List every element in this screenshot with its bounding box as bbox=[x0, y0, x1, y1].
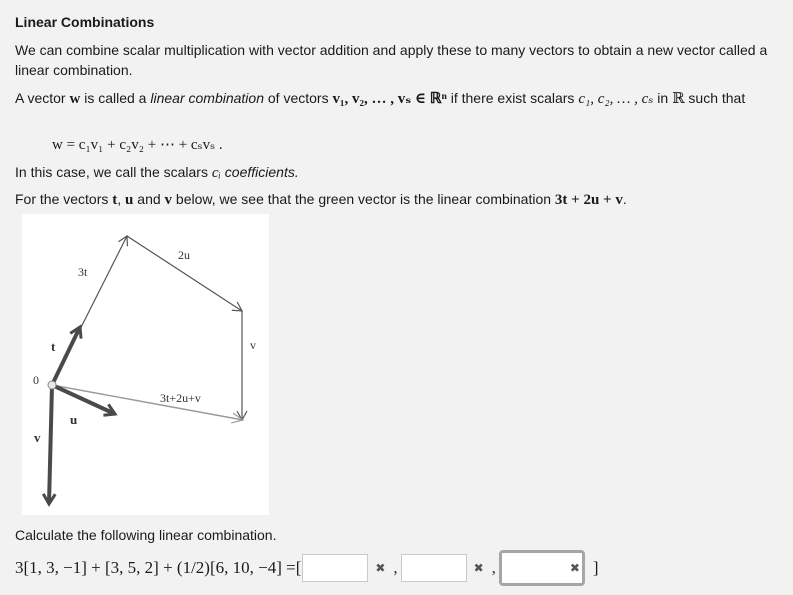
definition-in: in bbox=[653, 90, 673, 106]
coeff-term: coefficients. bbox=[220, 164, 299, 180]
definition-post: of vectors bbox=[263, 90, 333, 106]
wrong-mark-icon: ✖ bbox=[569, 561, 580, 575]
vectors-pre: For the vectors bbox=[15, 191, 113, 207]
label-v-left: v bbox=[34, 430, 41, 445]
label-3t: 3t bbox=[78, 265, 88, 279]
definition-term: linear combination bbox=[150, 90, 264, 106]
vectors-end: . bbox=[622, 191, 627, 207]
label-u: u bbox=[70, 412, 78, 427]
answer-input-1[interactable] bbox=[302, 554, 368, 582]
vector-u bbox=[52, 385, 115, 414]
definition-such: such that bbox=[684, 90, 746, 106]
origin-point bbox=[48, 381, 56, 389]
definition-w: w bbox=[69, 91, 81, 107]
answer-input-2[interactable] bbox=[401, 554, 467, 582]
separator-1: , bbox=[393, 558, 398, 577]
vector-v bbox=[49, 385, 52, 504]
definition-field: ℝ bbox=[672, 91, 685, 107]
definition-pre: A vector bbox=[15, 90, 70, 106]
vectors-v: v bbox=[164, 192, 173, 208]
vectors-post: below, we see that the green vector is the linear combination bbox=[172, 191, 555, 207]
vectors-text bbox=[15, 189, 775, 210]
coeff-pre: In this case, we call the scalars bbox=[15, 164, 212, 180]
definition-if: if there exist scalars bbox=[446, 90, 579, 106]
expression: 3[1, 3, −1] + [3, 5, 2] + (1/2)[6, 10, −4] =[ bbox=[15, 558, 302, 577]
page-title: Linear Combinations bbox=[15, 14, 155, 30]
separator-2: , bbox=[491, 558, 496, 577]
vector-result bbox=[52, 385, 243, 420]
formula: w = c₁v₁ + c₂v₂ + ⋯ + cₛvₛ . bbox=[52, 137, 223, 153]
wrong-mark-icon: ✖ bbox=[375, 561, 386, 575]
wrong-mark-icon: ✖ bbox=[473, 561, 484, 575]
definition-vectors: v₁, v₂, … , vₛ ∈ ℝⁿ bbox=[332, 91, 447, 107]
vectors-combo: 3t + 2u + v bbox=[554, 192, 623, 208]
coeff-ci: cᵢ bbox=[211, 165, 221, 181]
definition-mid: is called a bbox=[80, 90, 151, 106]
vectors-comma: , bbox=[117, 191, 126, 207]
vectors-t: t bbox=[112, 192, 118, 208]
task-text: Calculate the following linear combination. bbox=[15, 527, 277, 543]
label-v-right: v bbox=[250, 338, 256, 352]
label-origin: 0 bbox=[33, 373, 39, 387]
vector-t bbox=[52, 327, 80, 385]
definition-scalars: c₁, c₂, … , cₛ bbox=[578, 91, 654, 107]
intro-text: We can combine scalar multiplication with vector addition and apply these to many vectors to obtain a new vector called a linear combination. bbox=[15, 42, 768, 78]
vector-diagram bbox=[22, 214, 269, 515]
label-2u: 2u bbox=[178, 248, 190, 262]
vector-diagram-svg bbox=[22, 214, 269, 515]
answer-row bbox=[15, 553, 599, 583]
vectors-and: and bbox=[133, 191, 165, 207]
definition-text bbox=[15, 88, 775, 109]
label-result: 3t+2u+v bbox=[160, 391, 201, 405]
closing-bracket: ] bbox=[592, 558, 599, 577]
coefficients-text bbox=[15, 162, 775, 183]
vectors-u: u bbox=[125, 192, 134, 208]
label-t: t bbox=[51, 339, 56, 354]
